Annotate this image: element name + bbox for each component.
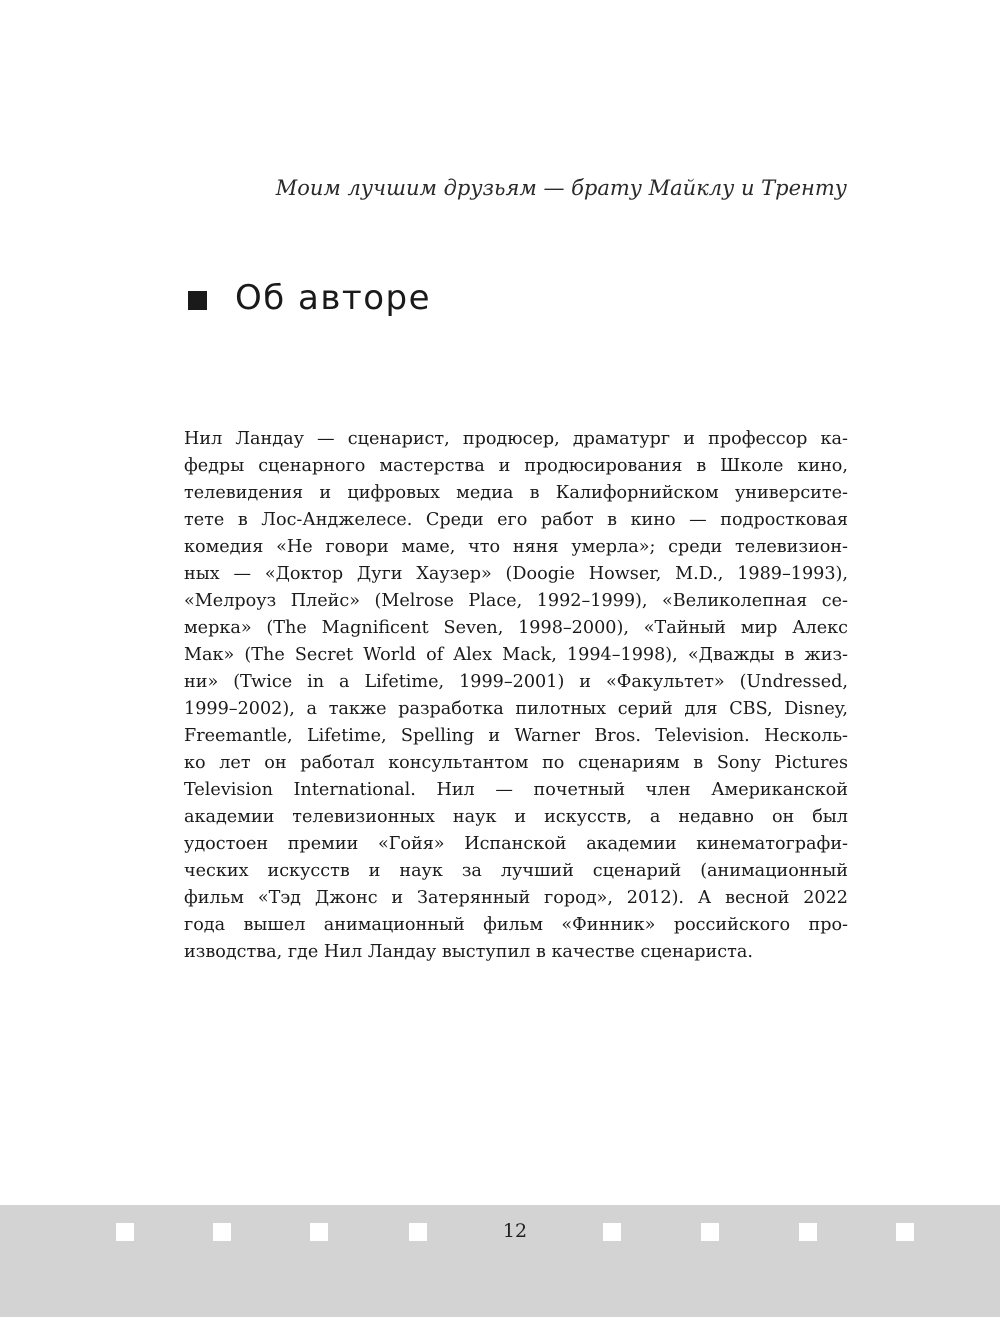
bio-line: ных — «Доктор Дуги Хаузер» (Doogie Howser, M.D., 1989–1993), xyxy=(184,564,848,584)
section-title: Об авторе xyxy=(235,278,432,318)
bio-line: ческих искусств и наук за лучший сценарий (анимационный xyxy=(184,861,848,881)
bio-line: Мак» (The Secret World of Alex Mack, 1994–1998), «Дважды в жиз- xyxy=(184,645,848,665)
section-heading xyxy=(188,278,431,318)
bio-line: федры сценарного мастерства и продюсирования в Школе кино, xyxy=(184,456,848,476)
bio-line: Нил Ландау — сценарист, продюсер, драматург и профессор ка- xyxy=(184,429,848,449)
bio-line: телевидения и цифровых медиа в Калифорнийском университе- xyxy=(184,483,848,503)
bio-line: Freemantle, Lifetime, Spelling и Warner Bros. Television. Несколь- xyxy=(184,726,848,746)
dedication: Моим лучшим друзьям — брату Майклу и Тренту xyxy=(275,176,847,200)
page-number: 12 xyxy=(502,1220,528,1242)
bio-line: тете в Лос-Анджелесе. Среди его работ в кино — подростковая xyxy=(184,510,848,530)
bio-line: Television International. Нил — почетный член Американской xyxy=(184,780,848,800)
bio-line: 1999–2002), а также разработка пилотных серий для CBS, Disney, xyxy=(184,699,848,719)
author-bio xyxy=(184,426,848,966)
bio-line: мерка» (The Magnificent Seven, 1998–2000), «Тайный мир Алекс xyxy=(184,618,848,638)
bio-line: удостоен премии «Гойя» Испанской академии кинематографи- xyxy=(184,834,848,854)
bio-line: года вышел анимационный фильм «Финник» российского про- xyxy=(184,915,848,935)
bio-line: академии телевизионных наук и искусств, а недавно он был xyxy=(184,807,848,827)
bio-line: фильм «Тэд Джонс и Затерянный город», 2012). А весной 2022 xyxy=(184,888,848,908)
bio-line: ни» (Twice in a Lifetime, 1999–2001) и «Факультет» (Undressed, xyxy=(184,672,848,692)
bio-line: «Мелроуз Плейс» (Melrose Place, 1992–1999), «Великолепная се- xyxy=(184,591,848,611)
bio-line: комедия «Не говори маме, что няня умерла»; среди телевизион- xyxy=(184,537,848,557)
bio-line: изводства, где Нил Ландау выступил в качестве сценариста. xyxy=(184,942,753,962)
bio-line: ко лет он работал консультантом по сценариям в Sony Pictures xyxy=(184,753,848,773)
black-square-icon xyxy=(188,291,207,310)
